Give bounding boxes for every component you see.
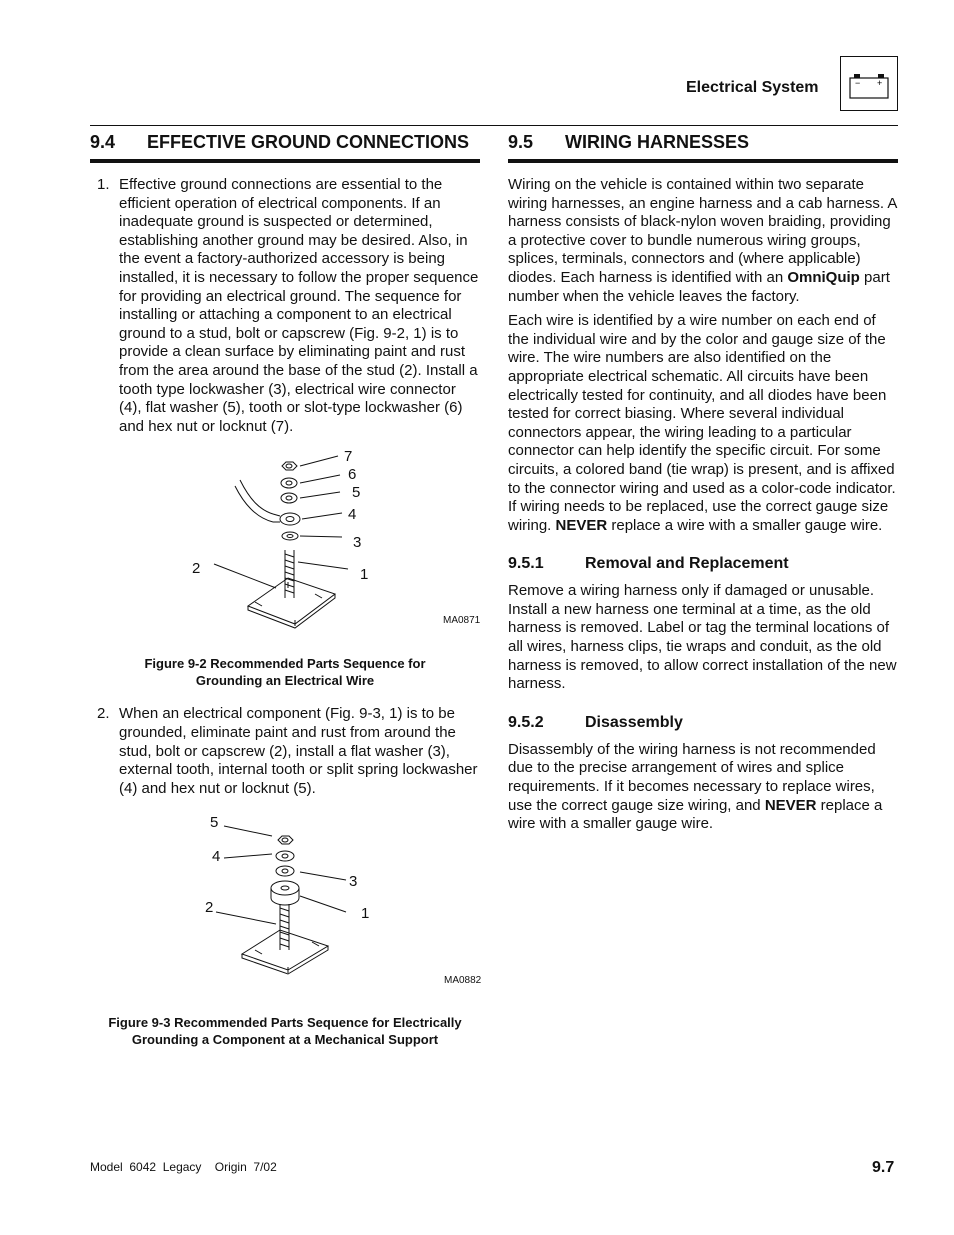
- section-heading-9-4: [90, 132, 480, 163]
- callout-4: 4: [348, 506, 357, 524]
- callout-2: 2: [205, 899, 214, 917]
- battery-icon-box: [840, 56, 898, 111]
- footer-model: Model 6042 Legacy Origin 7/02: [90, 1160, 277, 1174]
- right-column: [508, 132, 898, 834]
- battery-plus: +: [877, 78, 883, 88]
- figure-9-2-caption: Figure 9-2 Recommended Parts Sequence for Grounding an Electrical Wire: [144, 656, 426, 689]
- callout-5: 5: [210, 814, 219, 832]
- paragraph-2: Each wire is identified by a wire number on each end of the individual wire and by the color and gauge size of the wire. The wire numbers are also identified on the appropriate electrical schematic. All circuits have been electrically tested for continuity, and all diodes have been tested for correct biasing. Where several individual connectors appear, the wiring leading to a particular connector can help identify the specific circuit. For some circuits, a colored band (tie wrap) is present, and is affixed to the connector wiring and used as a color-code indicator. If wiring needs to be replaced, use the correct gauge size wiring. NEVER replace a wire with a smaller gauge wire.: [508, 312, 896, 534]
- ground-wire-diagram: [90, 450, 480, 655]
- battery-icon: [841, 57, 897, 110]
- list-number: 1.: [97, 176, 110, 193]
- subsection-heading-9-5-1: 9.5.1 Removal and Replacement: [508, 555, 789, 573]
- list-text: When an electrical component (Fig. 9-3, 1) is to be grounded, eliminate paint and rust from around the stud, bolt or capscrew (2), install a flat washer (3), external tooth, internal tooth or split spring lockwasher (4) and hex nut or locknut (5).: [119, 705, 478, 797]
- callout-4: 4: [212, 848, 221, 866]
- paragraph-1: Wiring on the vehicle is contained within two separate wiring harnesses, an engine harness and a cab harness. A harness consists of black-nylon woven braiding, providing a protective cover to bundle numerous wiring groups, splices, terminals, connectors and (where applicable) diodes. Each harness is identified with an OmniQuip part number when the vehicle leaves the factory.: [508, 176, 897, 305]
- ground-component-diagram: [90, 814, 480, 1012]
- callout-7: 7: [344, 448, 353, 466]
- paragraph-3: Remove a wiring harness only if damaged or unusable. Install a new harness one terminal at a time, as the old harness is removed. Label or tag the terminal locations of all wires, harness clips, tie wraps and conduit, as the old harness is removed, to allow correct installation of the new harness.: [508, 582, 897, 693]
- section-heading-9-5: [508, 132, 898, 163]
- callout-6: 6: [348, 466, 357, 484]
- left-column: [90, 132, 480, 1048]
- list-item-1: [90, 176, 480, 436]
- callout-2: 2: [192, 560, 201, 578]
- header-rule: [90, 125, 898, 126]
- paragraph-4: Disassembly of the wiring harness is not recommended due to the precise arrangement of wires and splice requirements. If it becomes necessary to replace wires, use the correct gauge size wiring, and NEVER replace a wire with a smaller gauge wire.: [508, 740, 883, 833]
- subsection-heading-9-5-2: 9.5.2 Disassembly: [508, 713, 683, 731]
- heading-number: 9.4: [90, 132, 116, 152]
- callout-3: 3: [353, 534, 362, 552]
- heading-title: WIRING HARNESSES: [565, 132, 750, 152]
- battery-minus: −: [855, 78, 861, 88]
- running-header: Electrical System: [686, 79, 819, 96]
- callout-1: 1: [361, 905, 370, 923]
- callout-5: 5: [352, 484, 361, 502]
- figure-9-3: [90, 814, 480, 1012]
- callout-3: 3: [349, 873, 358, 891]
- list-text: Effective ground connections are essential to the efficient operation of electrical components. If an inadequate ground is suspected or determined, establishing another ground may be desired. Also, in the event a factory-authorized accessory is being installed, it is necessary to follow the proper sequence for providing an electrical ground. The sequence for installing or attaching a component to an electrical ground to a stud, bolt or capscrew (Fig. 9-2, 1) is to provide a clean surface by eliminating paint and rust from the area around the base of the stud (2). Install a tooth type lockwasher (3), electrical wire connector (4), flat washer (5), tooth or slot-type lockwasher (6) and hex nut or locknut (7).: [119, 176, 479, 435]
- list-item-2: [90, 705, 480, 798]
- list-number: 2.: [97, 705, 110, 723]
- figure-ref: MA0871: [443, 615, 481, 627]
- page-number: 9.7: [872, 1159, 895, 1176]
- figure-9-3-caption: Figure 9-3 Recommended Parts Sequence for Electrically Grounding a Component at a Mechanical Support: [108, 1015, 462, 1048]
- figure-9-2: [90, 450, 480, 655]
- callout-1: 1: [360, 566, 369, 584]
- heading-number: 9.5: [508, 132, 534, 152]
- figure-ref: MA0882: [444, 975, 482, 987]
- heading-title: EFFECTIVE GROUND CONNECTIONS: [147, 132, 470, 152]
